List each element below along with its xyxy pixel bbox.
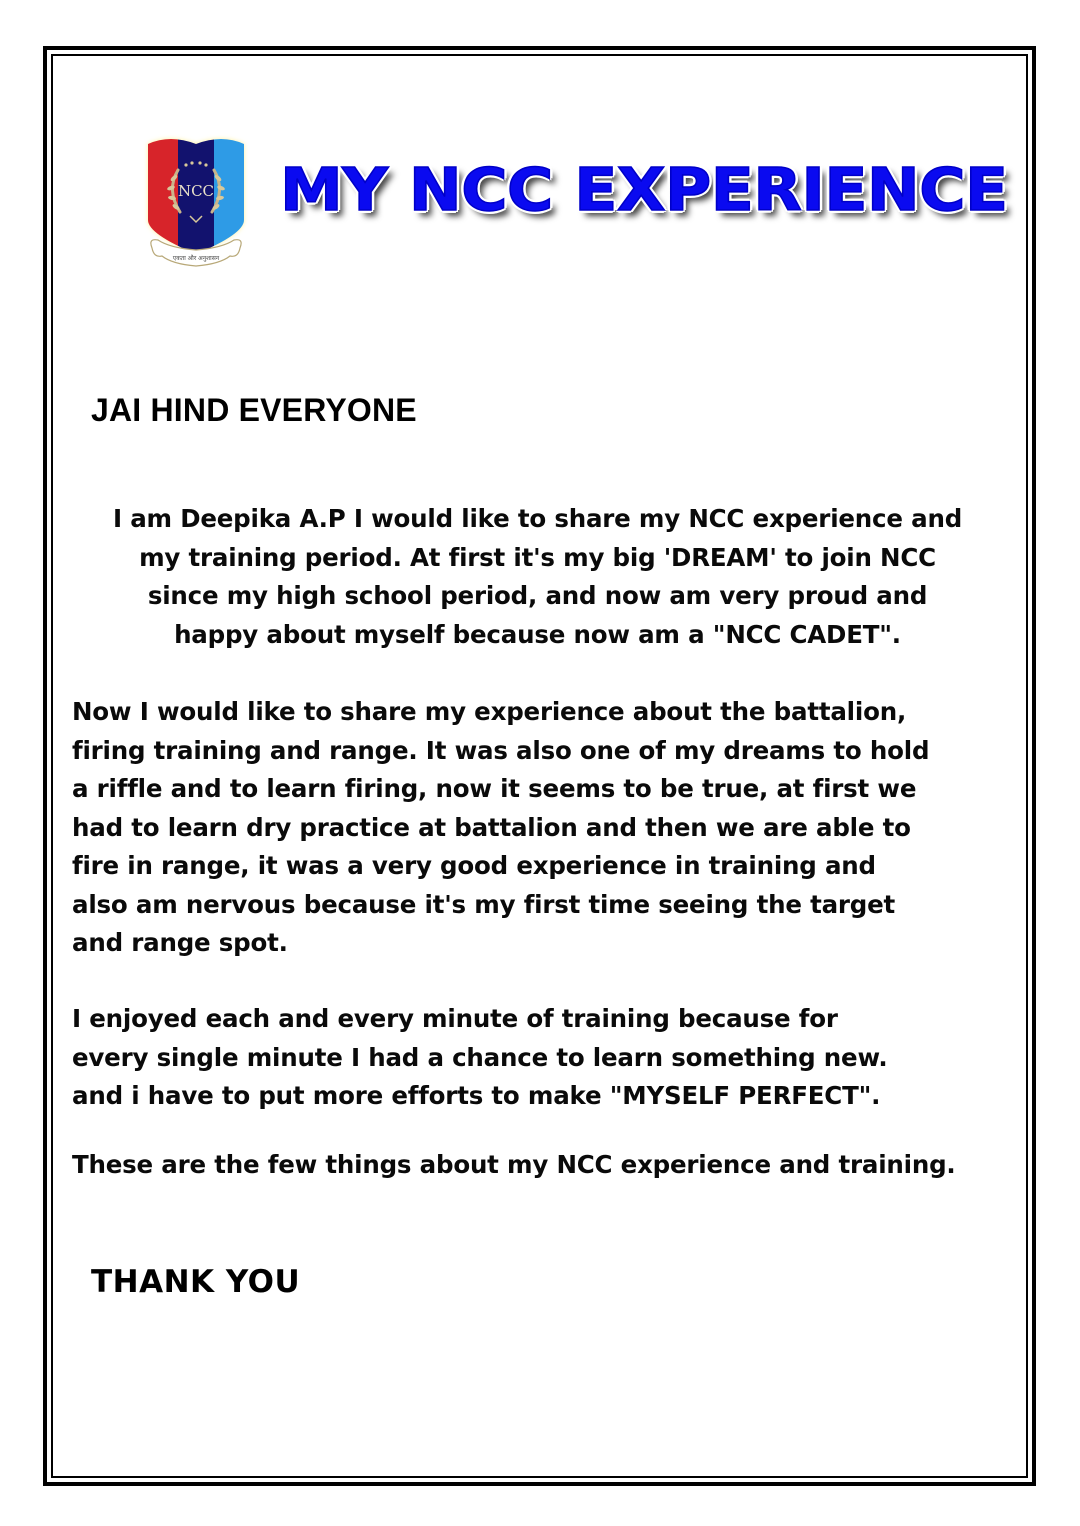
text-line: and range spot. [72, 928, 288, 957]
paragraph-intro [60, 500, 1015, 654]
text-line: also am nervous because it's my first time seeing the target [72, 889, 896, 919]
text-line: every single minute I had a chance to learn something new. [72, 1042, 888, 1072]
text-line: firing training and range. It was also one of my dreams to hold [72, 735, 930, 765]
text-line: and i have to put more efforts to make "MYSELF PERFECT". [72, 1081, 881, 1110]
text-line: Now I would like to share my experience about the battalion, [72, 697, 907, 726]
text-line: I enjoyed each and every minute of training because for [72, 1004, 838, 1033]
ncc-motto: एकता और अनुशासन [172, 255, 220, 262]
page-title: MY NCC EXPERIENCE [280, 155, 1008, 224]
ncc-crest-icon [140, 130, 252, 275]
text-line: a riffle and to learn firing, now it seems to be true, at first we [72, 774, 917, 803]
text-line: had to learn dry practice at battalion and then we are able to [72, 812, 911, 842]
paragraph-firing-training [72, 693, 1022, 963]
closing-heading: THANK YOU [91, 1264, 301, 1300]
text-line: fire in range, it was a very good experience in training and [72, 851, 876, 880]
text-line: my training period. At first it's my big 'DREAM' to join NCC [139, 542, 936, 572]
paragraph-summary [72, 1146, 1022, 1185]
text-line: I am Deepika A.P I would like to share my NCC experience and [112, 504, 963, 533]
greeting-heading: JAI HIND EVERYONE [91, 392, 417, 428]
text-line: happy about myself because now am a "NCC CADET". [174, 619, 901, 649]
ncc-emblem-text: NCC [177, 182, 215, 200]
paragraph-enjoyment [72, 1000, 1022, 1116]
text-line: since my high school period, and now am very proud and [147, 581, 928, 610]
text-line: These are the few things about my NCC experience and training. [72, 1150, 956, 1179]
